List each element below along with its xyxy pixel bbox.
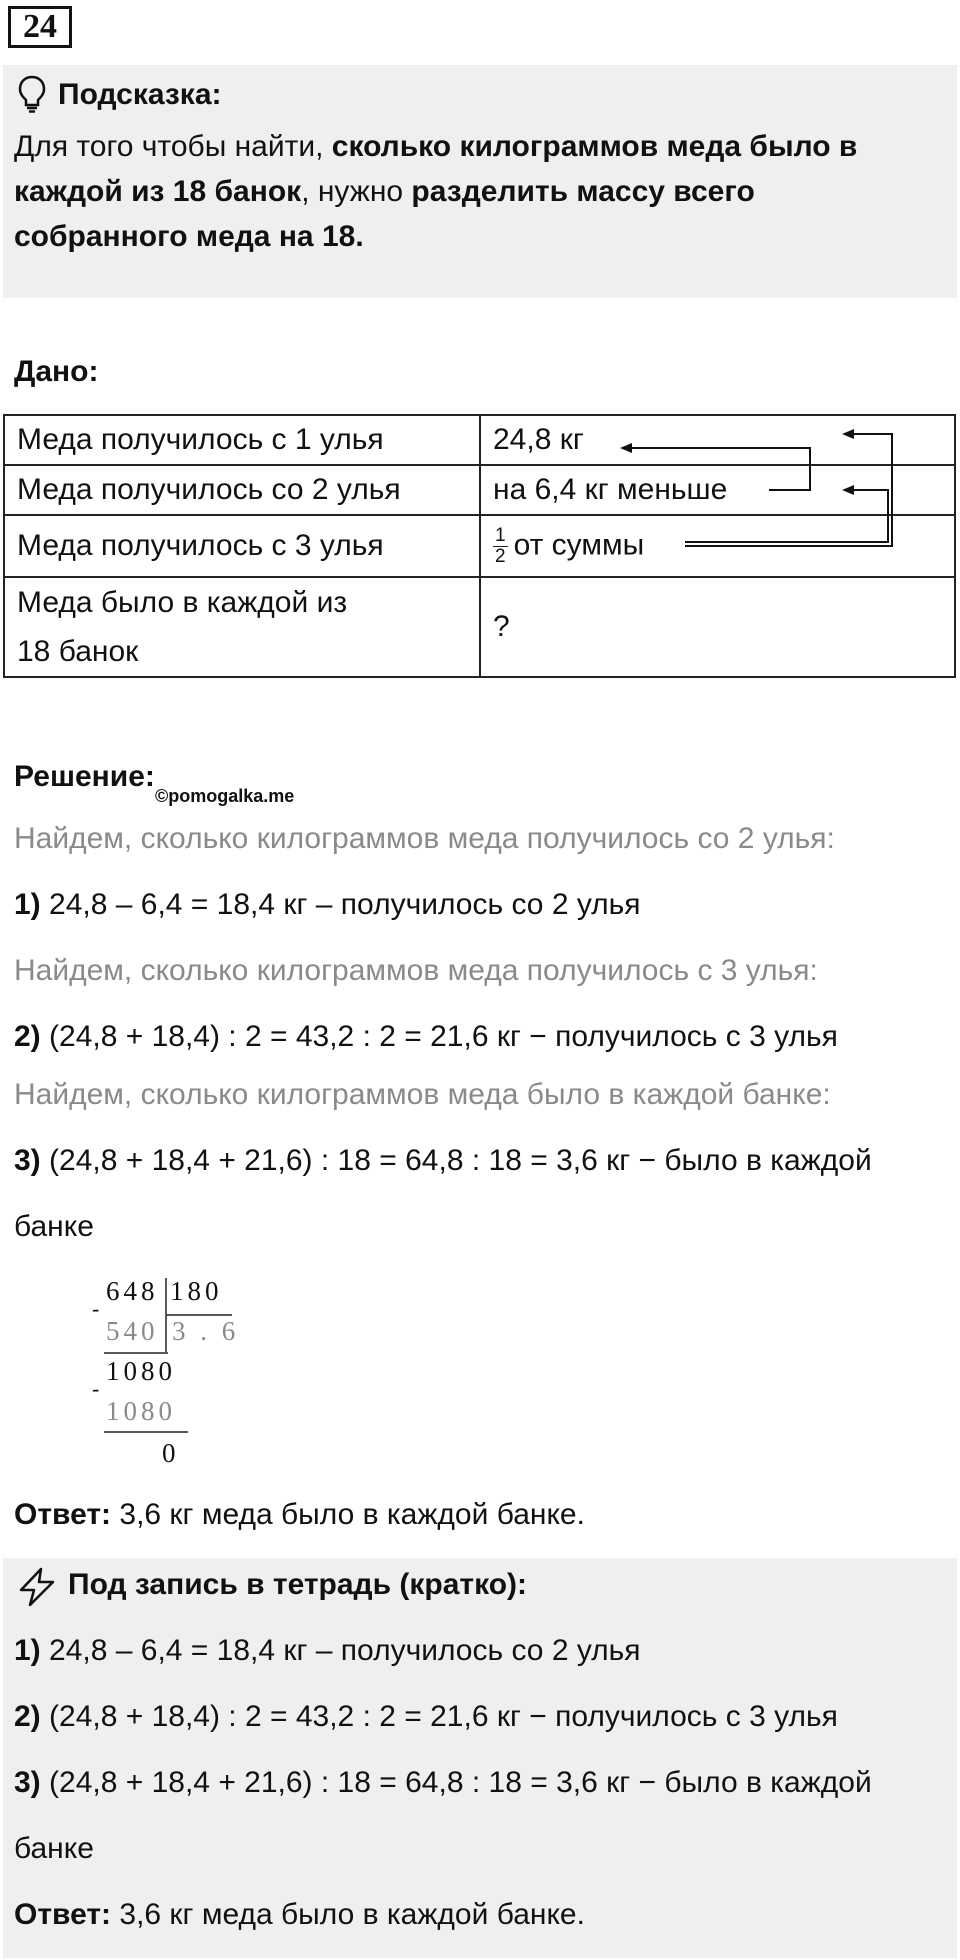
division-lines [80, 1276, 250, 1476]
notebook-title: Под запись в тетрадь (кратко): [68, 1568, 528, 1601]
step-line: 3) (24,8 + 18,4 + 21,6) : 18 = 64,8 : 18 = 3,6 кг − было в каждой [14, 1144, 872, 1177]
step-line: 2) (24,8 + 18,4) : 2 = 43,2 : 2 = 21,6 кг − получилось с 3 улья [14, 1020, 838, 1053]
step-line-continued: банке [14, 1210, 94, 1243]
remainder: 1080 [106, 1356, 176, 1386]
task-number: 24 [8, 6, 72, 48]
minus-sign: - [92, 1376, 104, 1401]
row-label: Меда получилось с 3 улья [4, 515, 480, 577]
row-value: $\frac{1}{2}$ от суммы [480, 515, 955, 577]
answer-line: Ответ: 3,6 кг меда было в каждой банке. [14, 1498, 585, 1531]
given-title: Дано: [14, 355, 99, 388]
step-line: 1) 24,8 – 6,4 = 18,4 кг – получилось со 2 улья [14, 1634, 641, 1667]
row-value: ? [480, 577, 955, 677]
row-label: Меда получилось со 2 улья [4, 465, 480, 515]
row-value: на 6,4 кг меньше [480, 465, 955, 515]
step-comment: Найдем, сколько килограммов меда получилось со 2 улья: [14, 822, 835, 855]
solution-title: Решение: [14, 760, 155, 793]
watermark: ©pomogalka.me [155, 786, 295, 806]
hint-text: Для того чтобы найти, сколько килограммов меда было в каждой из 18 банок, нужно разделить массу всего собранного меда на 18. [14, 130, 858, 253]
step-line: 2) (24,8 + 18,4) : 2 = 43,2 : 2 = 21,6 кг − получилось с 3 улья [14, 1700, 838, 1733]
row-label: Меда было в каждой из 18 банок [4, 577, 480, 677]
row-label: Меда получилось с 1 улья [4, 415, 480, 465]
divisor: 180 [170, 1276, 223, 1306]
step-line: 3) (24,8 + 18,4 + 21,6) : 18 = 64,8 : 18 = 3,6 кг − было в каждой [14, 1766, 872, 1799]
answer-line: Ответ: 3,6 кг меда было в каждой банке. [14, 1898, 585, 1931]
division-result: 0 [162, 1438, 180, 1468]
step-comment: Найдем, сколько килограммов меда было в каждой банке: [14, 1078, 831, 1111]
hint-title: Подсказка: [58, 78, 222, 111]
relation-arrows [0, 0, 960, 700]
dividend: 648 [106, 1276, 159, 1306]
step-line: 1) 24,8 – 6,4 = 18,4 кг – получилось со 2 улья [14, 888, 641, 921]
minus-sign: - [92, 1296, 104, 1321]
fraction: $\frac{1}{2}$ [495, 524, 506, 567]
long-division [80, 1276, 250, 1476]
step-comment: Найдем, сколько килограммов меда получилось с 3 улья: [14, 954, 818, 987]
step-line-continued: банке [14, 1832, 94, 1865]
row-value: 24,8 кг [480, 415, 955, 465]
subtrahend: 1080 [106, 1396, 176, 1426]
subtrahend: 540 [106, 1316, 159, 1346]
quotient: 3 . 6 [172, 1316, 240, 1346]
lightning-icon [16, 1566, 58, 1608]
